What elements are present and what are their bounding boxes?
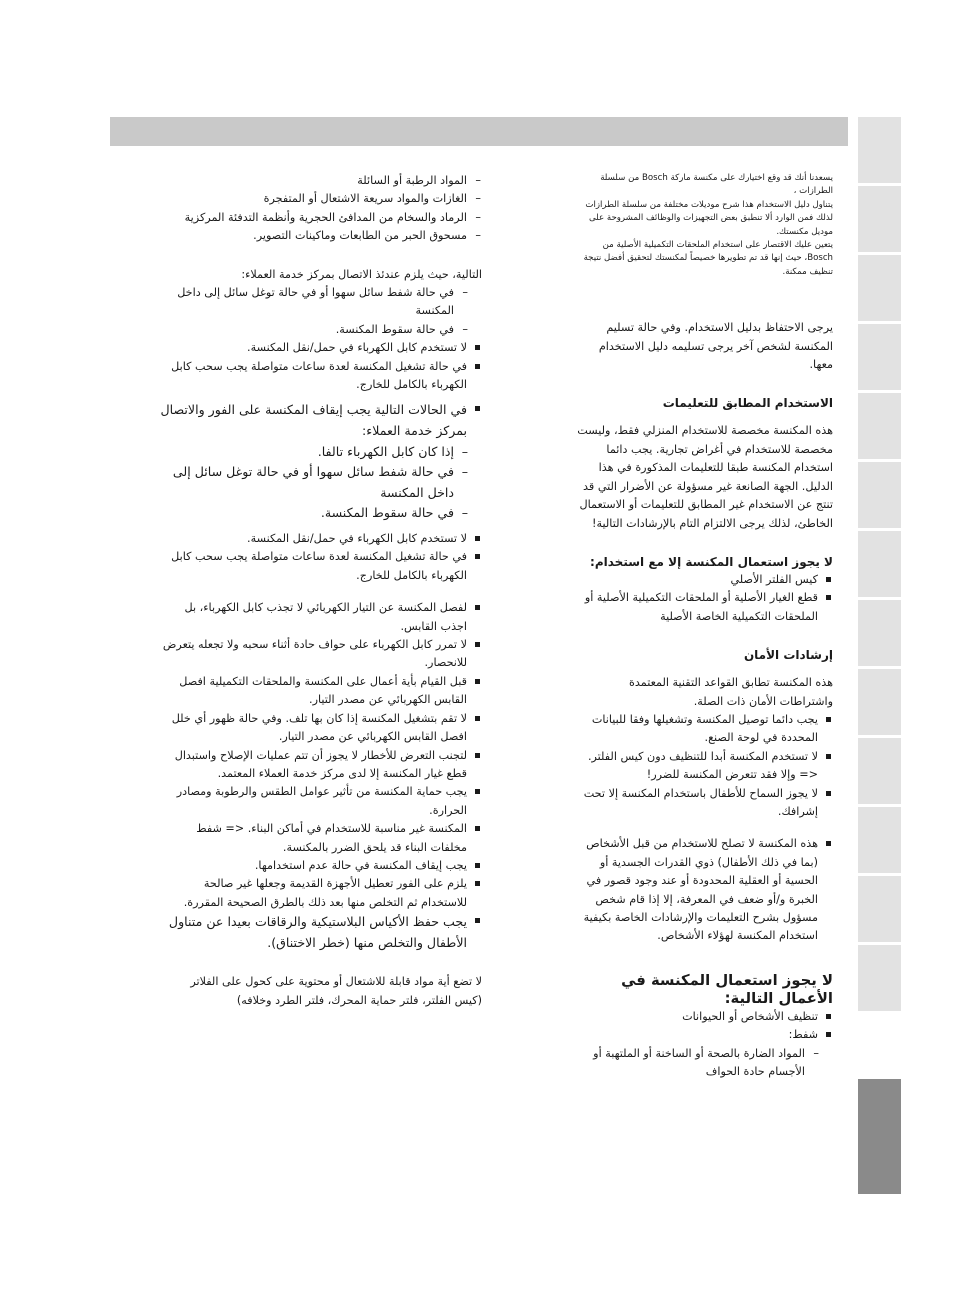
list-item: لتجنب التعرض للأخطار لا يجوز أن تتم عمليات الإصلاح واستبدال قطع غيار المكنسة إلا لدى مركز خدمة العملاء المعتمد. [160, 747, 482, 784]
list-item: شفط: [573, 1026, 833, 1044]
suction-continued-list [160, 172, 482, 246]
list-item: في الحالات التالية يجب إيقاف المكنسة على الفور والاتصال بمركز خدمة العملاء: [160, 400, 482, 441]
list-item: يجب إيقاف المكنسة في حالة عدم استخدامها. [160, 857, 482, 875]
section-tab[interactable] [858, 393, 901, 459]
section-tab[interactable] [858, 876, 901, 942]
list-item: لا تستخدم المكنسة أبدا للتنظيف دون كيس الفلتر. <= وإلا فقد تتعرض المكنسة للضرر! [573, 748, 833, 785]
list-item: في حالة تشغيل المكنسة لعدة ساعات متواصلة يجب سحب كابل الكهرباء بالكامل للخارج. [160, 548, 482, 585]
keep-manual-note: يرجى الاحتفاظ بدليل الاستخدام. وفي حالة تسليم المكنسة لشخص آخر يرجى تسليمه دليل الاستخدام معها. [598, 321, 833, 372]
section-tab[interactable] [858, 738, 901, 804]
children-list [573, 835, 833, 945]
list-subitem: – في حالة شفط سائل سهوا أو في حالة توغل سائل إلى داخل المكنسة [160, 284, 482, 321]
list-item: لا تمرر كابل الكهرباء على حواف حادة أثناء سحبه ولا تجعله يتعرض للانحصار. [160, 636, 482, 673]
list-item: يلزم على الفور تعطيل الأجهزة القديمة وجعلها غير صالحة للاستخدام ثم التخلص منها بعد ذلك بالطرق الصحيحة المقررة. [160, 875, 482, 912]
section-tab[interactable] [858, 255, 901, 321]
list-item: في حالة تشغيل المكنسة لعدة ساعات متواصلة يجب سحب كابل الكهرباء بالكامل للخارج. [160, 358, 482, 395]
list-item: هذه المكنسة لا تصلح للاستخدام من قبل الأشخاص (بما في ذلك الأطفال) ذوي القدرات الجسدية أو الحسية أو العقلية المحدودة أو عند وجود قصور في الخبرة و/أو ضعف في المعرفة، إلا إذا قام شخص مسؤول بشرح التعليمات والإرشادات الخاصة بكيفية استخدام المكنسة لهؤلاء الأشخاص. [573, 835, 833, 945]
intended-use-text: هذه المكنسة مخصصة للاستخدام المنزلي فقط، وليست مخصصة للاستخدام في أغراض تجارية. يجب دائما استخدام المكنسة طبقا للتعليمات المذكورة في هذا الدليل. الجهة الصانعة غير مسؤولة عن الأضرار التي قد تنتج عن الاستخدام غير المطابق للتعليمات أو الاستعمال الخاطئ، لذلك يرجى الالتزام التام بالإرشادات التالية! [577, 424, 833, 530]
list-subitem: – الرماد والسخام من المدافئ الحجرية وأنظمة التدفئة المركزية [160, 209, 482, 227]
service-dash-list [160, 284, 482, 339]
list-subitem: – في حالة سقوط المكنسة. [160, 503, 482, 524]
section-tabs [858, 117, 901, 1194]
list-subitem: – في حالة شفط سائل سهوا أو في حالة توغل سائل إلى داخل المكنسة [160, 462, 482, 503]
list-subitem: – في حالة سقوط المكنسة. [160, 321, 482, 339]
only-with-list [573, 571, 833, 626]
list-subitem: – إذا كان كابل الكهرباء تالفا. [160, 442, 482, 463]
section-tab[interactable] [858, 945, 901, 1011]
list-item: لفصل المكنسة عن التيار الكهربائي لا تجذب كابل الكهرباء، بل اجذب القابس. [160, 599, 482, 636]
safety-heading: إرشادات الأمان [743, 648, 833, 663]
intro-paragraph: يسعدنا أنك قد وقع اختيارك على مكنسة ماركة Bosch من سلسلة الطرازات ، [600, 173, 833, 197]
section-tab-active[interactable] [858, 1079, 901, 1194]
footnote: لا تضع أية مواد قابلة للاشتعال أو محتوية على كحول على الفلاتر (كيس الفلتر، فلتر حماية المحرك، فلتر الطرد وخلافه) [190, 975, 482, 1007]
safety-list [573, 711, 833, 821]
list-subitem: – المواد الضارة بالصحة أو الساخنة أو الملتهبة أو الأجسام حادة الحواف [573, 1045, 833, 1082]
left-column [160, 172, 482, 1010]
service-intro: التالية، حيث يلزم عندئذ الاتصال بمركز خدمة العملاء: [241, 267, 482, 281]
list-item: يجب حفظ الأكياس البلاستيكية والرقاقات بعيدا عن متناول الأطفال والتخلص منها (خطر الاختناق). [160, 912, 482, 953]
section-tab[interactable] [858, 462, 901, 528]
only-with-heading: لا يجوز استعمال المكنسة إلا مع استخدام: [590, 554, 833, 569]
section-tab[interactable] [858, 807, 901, 873]
list-subitem: – الغازات والمواد سريعة الاشتعال أو المتفجرة [160, 190, 482, 208]
section-tab[interactable] [858, 669, 901, 735]
cable-list-small [160, 339, 482, 394]
list-item: يجب حماية المكنسة من تأثير عوامل الطقس والرطوبة ومصادر الحرارة. [160, 783, 482, 820]
list-item: لا تستخدم كابل الكهرباء في حمل/نقل المكنسة. [160, 339, 482, 357]
section-tab[interactable] [858, 600, 901, 666]
header-bar [110, 117, 848, 146]
intro-paragraph: يتناول دليل الاستخدام هذا شرح موديلات مختلفة من سلسلة الطرازات لذلك فمن الوارد ألا تنطبق بعض التجهيزات والوظائف المشروحة على موديل مكنستك. [585, 199, 833, 237]
list-item: لا يجوز السماح للأطفال باستخدام المكنسة إلا تحت إشرافك. [573, 785, 833, 822]
section-tab[interactable] [858, 531, 901, 597]
warnings-list [160, 599, 482, 953]
list-item: تنظيف الأشخاص أو الحيوانات [573, 1008, 833, 1026]
not-for-list [573, 1008, 833, 1082]
list-item: كيس الفلتر الأصلي [573, 571, 833, 589]
section-tab[interactable] [858, 324, 901, 390]
right-column [573, 172, 833, 1081]
cable-list [160, 530, 482, 585]
list-item: قطع الغيار الأصلية أو الملحقات التكميلية الأصلية أو الملحقات التكميلية الخاصة الأصلية [573, 589, 833, 626]
list-item: قبل القيام بأية أعمال على المكنسة والملحقات التكميلية افصل القابس الكهربائي عن مصدر التيار. [160, 673, 482, 710]
list-item: لا تستخدم كابل الكهرباء في حمل/نقل المكنسة. [160, 530, 482, 548]
intended-use-heading: الاستخدام المطابق للتعليمات [662, 396, 833, 411]
list-subitem: – مسحوق الحبر من الطابعات وماكينات التصوير. [160, 227, 482, 245]
section-tab[interactable] [858, 186, 901, 252]
list-item: المكنسة غير مناسبة للاستخدام في أماكن البناء. <= شفط مخلفات البناء قد يلحق الضرر بالمكنسة. [160, 820, 482, 857]
intro-paragraph: يتعين عليك الاقتصار على استخدام الملحقات التكميلية الأصلية من Bosch، حيث إنها قد تم تطويرها خصيصاً لمكنستك لتحقيق أفضل نتيجة تنظيف ممكنة. [583, 240, 833, 277]
list-item: لا تقم بتشغيل المكنسة إذا كان بها تلف. وفي حالة ظهور أي خلل افصل القابس الكهربائي عن مصدر التيار. [160, 710, 482, 747]
list-item: يجب دائما توصيل المكنسة وتشغيلها وفقا للبيانات المحددة في لوحة الصنع. [573, 711, 833, 748]
list-subitem: – المواد الرطبة أو السائلة [160, 172, 482, 190]
safety-intro: هذه المكنسة تطابق القواعد التقنية المعتمدة واشتراطات الأمان ذات الصلة. [629, 676, 833, 708]
stop-list [160, 400, 482, 524]
not-for-heading: لا يجوز استعمال المكنسة في الأعمال التالية: [621, 971, 833, 1007]
section-tab[interactable] [858, 117, 901, 183]
